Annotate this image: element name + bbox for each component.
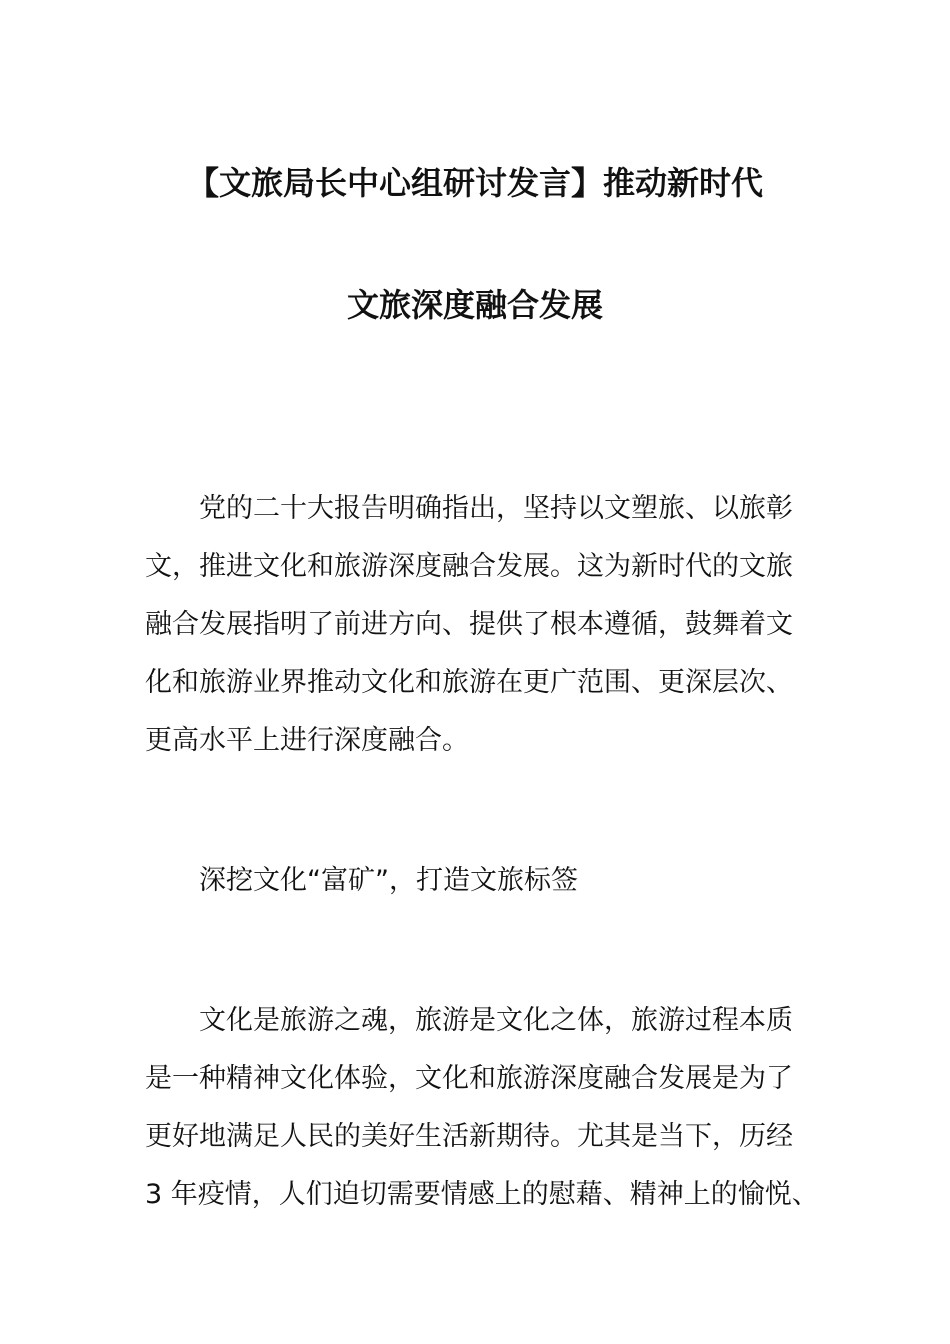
paragraph-culture <box>145 992 819 1224</box>
paragraph-line: 化和旅游业界推动文化和旅游在更广范围、更深层次、 <box>145 667 793 698</box>
paragraph-line: 文化是旅游之魂，旅游是文化之体，旅游过程本质 <box>199 1005 793 1036</box>
paragraph-line: 党的二十大报告明确指出，坚持以文塑旅、以旅彰 <box>199 493 793 524</box>
paragraph-line: 融合发展指明了前进方向、提供了根本遵循，鼓舞着文 <box>145 609 793 640</box>
document-title-line-1: 【文旅局长中心组研讨发言】推动新时代 <box>186 164 763 202</box>
paragraph-intro <box>145 480 810 770</box>
section-heading: 深挖文化“富矿”，打造文旅标签 <box>199 865 578 896</box>
paragraph-line: 3 年疫情，人们迫切需要情感上的慰藉、精神上的愉悦、 <box>145 1179 819 1210</box>
paragraph-line: 更高水平上进行深度融合。 <box>145 725 469 756</box>
document-title-line-2: 文旅深度融合发展 <box>346 286 603 324</box>
paragraph-line: 文，推进文化和旅游深度融合发展。这为新时代的文旅 <box>145 551 793 582</box>
paragraph-line: 更好地满足人民的美好生活新期待。尤其是当下，历经 <box>145 1121 793 1152</box>
paragraph-line: 是一种精神文化体验，文化和旅游深度融合发展是为了 <box>145 1063 793 1094</box>
